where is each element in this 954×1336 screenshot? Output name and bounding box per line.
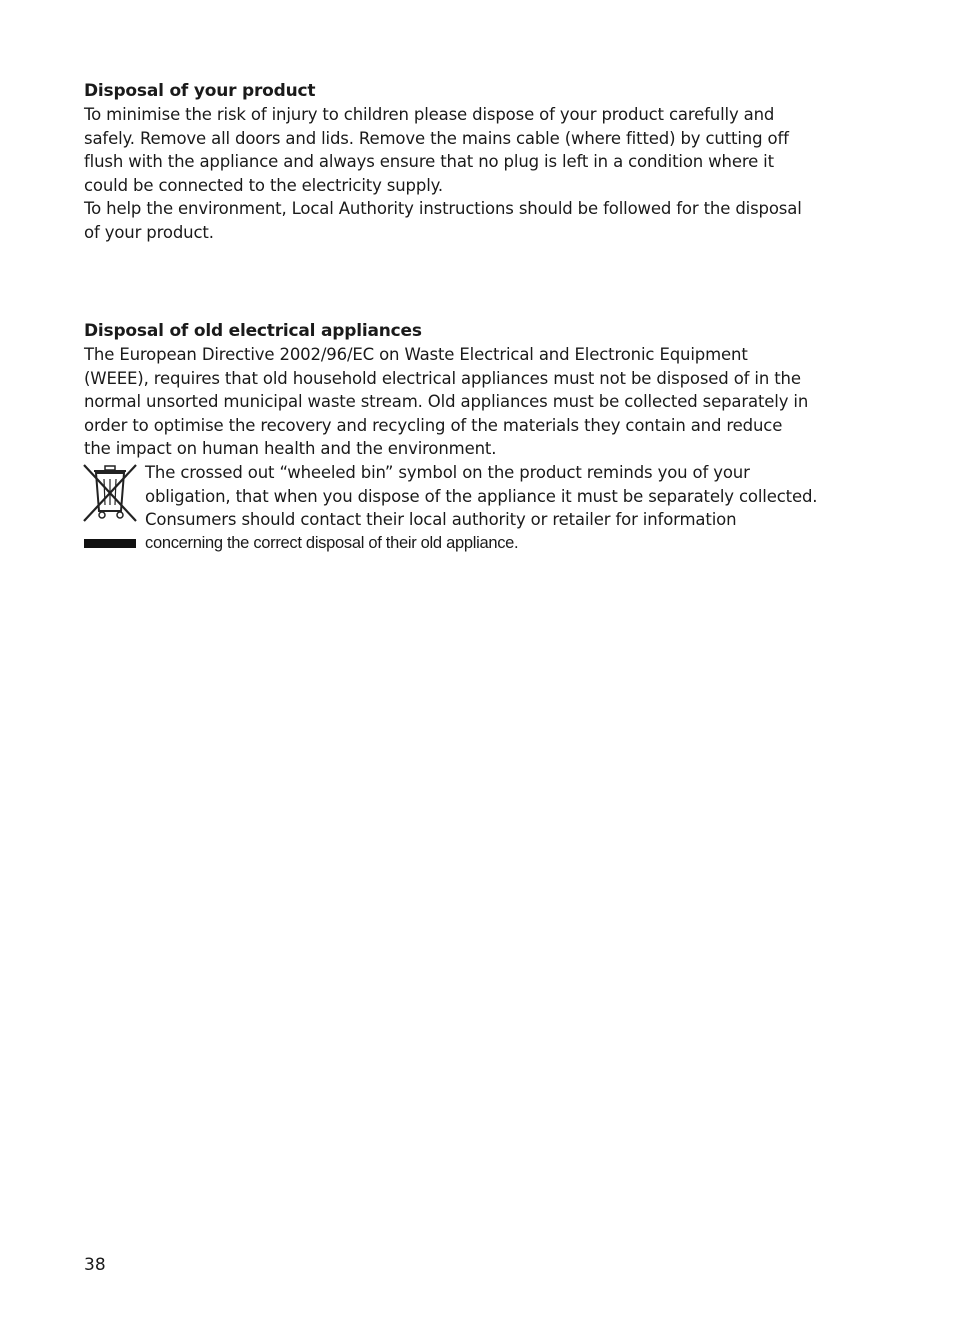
paragraph-line: Consumers should contact their local authority or retailer for information: [145, 510, 737, 530]
page-number: 38: [84, 1255, 106, 1275]
section-paragraph: [84, 103, 884, 245]
paragraph-line: (WEEE), requires that old household electrical appliances must not be disposed of in the: [84, 368, 801, 388]
paragraph-line: The crossed out “wheeled bin” symbol on the product reminds you of your: [145, 462, 750, 482]
paragraph-line: concerning the correct disposal of their old appliance.: [145, 533, 519, 552]
section-heading: Disposal of your product: [84, 81, 316, 101]
paragraph-line: The European Directive 2002/96/EC on Waste Electrical and Electronic Equipment: [84, 345, 748, 364]
paragraph-line: could be connected to the electricity supply.: [84, 175, 443, 195]
paragraph-line: of your product.: [84, 222, 214, 242]
paragraph-line: To minimise the risk of injury to children please dispose of your product carefully and: [84, 105, 775, 124]
weee-notice: [84, 461, 884, 555]
paragraph-line: To help the environment, Local Authority instructions should be followed for the disposal: [84, 199, 802, 219]
section-heading: Disposal of old electrical appliances: [84, 321, 422, 341]
paragraph-line: the impact on human health and the environment.: [84, 439, 497, 459]
weee-paragraph: [145, 461, 884, 555]
disposal-of-old-appliances-section: [84, 319, 884, 555]
paragraph-line: obligation, that when you dispose of the appliance it must be separately collected.: [145, 486, 818, 506]
section-paragraph: [84, 343, 884, 461]
crossed-out-wheeled-bin-icon: [80, 461, 140, 551]
disposal-of-product-section: [84, 79, 884, 245]
paragraph-line: safely. Remove all doors and lids. Remove the mains cable (where fitted) by cutting off: [84, 128, 789, 148]
paragraph-line: order to optimise the recovery and recycling of the materials they contain and reduce: [84, 415, 783, 435]
paragraph-line: normal unsorted municipal waste stream. Old appliances must be collected separately in: [84, 392, 809, 412]
paragraph-line: flush with the appliance and always ensure that no plug is left in a condition where it: [84, 152, 774, 172]
